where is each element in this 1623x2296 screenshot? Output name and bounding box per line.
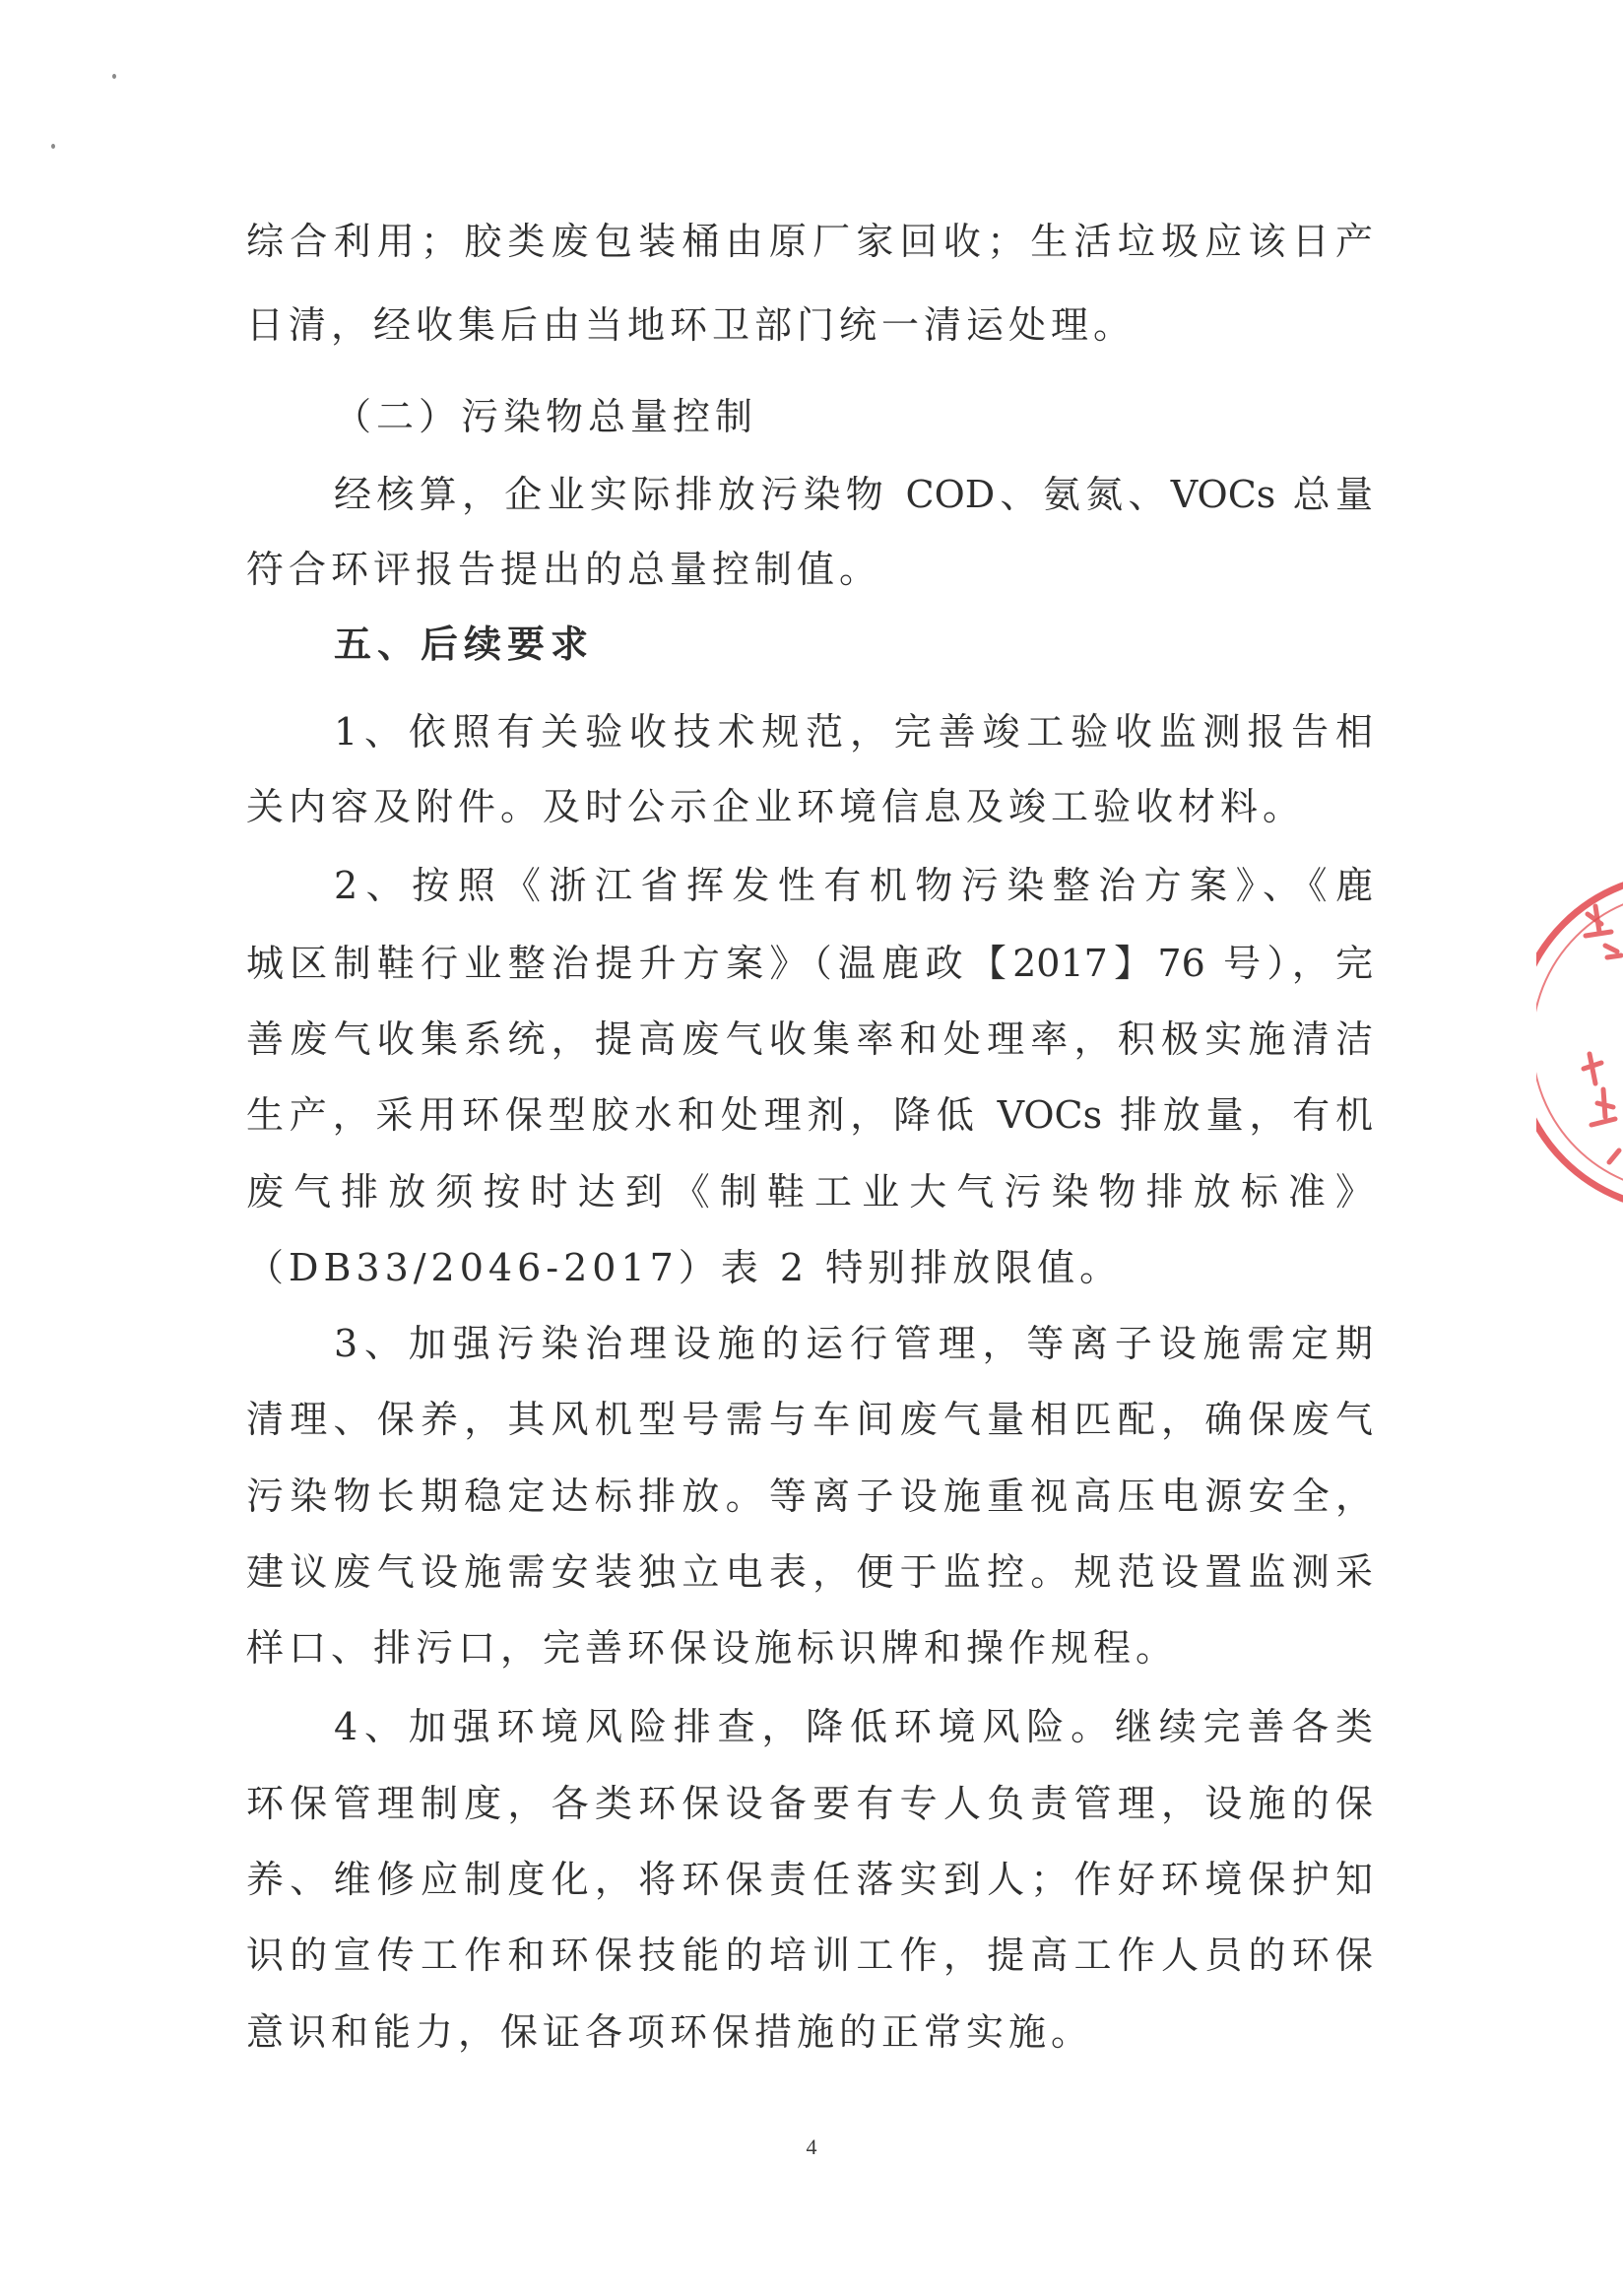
list-item-line: 城区制鞋行业整治提升方案》（温鹿政【2017】76 号），完 bbox=[246, 942, 1373, 985]
list-item-line: 4、加强环境风险排查，降低环境风险。继续完善各类 bbox=[334, 1705, 1373, 1748]
list-item-line: 建议废气设施需安装独立电表，便于监控。规范设置监测采 bbox=[246, 1550, 1373, 1594]
list-item-line: 1、依照有关验收技术规范，完善竣工验收监测报告相 bbox=[334, 710, 1373, 754]
scan-speck bbox=[51, 144, 55, 149]
paragraph-line: 日清，经收集后由当地环卫部门统一清运处理。 bbox=[246, 303, 1136, 347]
list-item-line: 意识和能力，保证各项环保措施的正常实施。 bbox=[246, 2010, 1094, 2054]
list-item-line: 养、维修应制度化，将环保责任落实到人；作好环境保护知 bbox=[246, 1858, 1373, 1901]
paragraph-line: 综合利用；胶类废包装桶由原厂家回收；生活垃圾应该日产 bbox=[246, 220, 1373, 263]
list-item-line: 3、加强污染治理设施的运行管理，等离子设施需定期 bbox=[334, 1322, 1373, 1365]
paragraph-line: 经核算，企业实际排放污染物 COD、氨氮、VOCs 总量 bbox=[334, 473, 1373, 516]
page-number: 4 bbox=[806, 2134, 817, 2159]
list-item-line: 环保管理制度，各类环保设备要有专人负责管理，设施的保 bbox=[246, 1782, 1373, 1825]
section-subheading: （二）污染物总量控制 bbox=[334, 395, 758, 438]
list-item-line: 善废气收集系统，提高废气收集率和处理率，积极实施清洁 bbox=[246, 1017, 1373, 1061]
list-item-line: 识的宣传工作和环保技能的培训工作，提高工作人员的环保 bbox=[246, 1934, 1373, 1977]
list-item-line: （DB33/2046-2017）表 2 特别排放限值。 bbox=[246, 1246, 1123, 1289]
red-seal-stamp-icon bbox=[1536, 867, 1623, 1221]
paragraph-line: 符合环评报告提出的总量控制值。 bbox=[246, 548, 882, 591]
list-item-line: 样口、排污口，完善环保设施标识牌和操作规程。 bbox=[246, 1626, 1179, 1670]
list-item-line: 关内容及附件。及时公示企业环境信息及竣工验收材料。 bbox=[246, 785, 1306, 828]
list-item-line: 生产，采用环保型胶水和处理剂，降低 VOCs 排放量，有机 bbox=[246, 1093, 1373, 1137]
list-item-line: 清理、保养，其风机型号需与车间废气量相匹配，确保废气 bbox=[246, 1398, 1373, 1441]
list-item-line: 2、按照《浙江省挥发性有机物污染整治方案》、《鹿 bbox=[334, 864, 1373, 907]
list-item-line: 废气排放须按时达到《制鞋工业大气污染物排放标准》 bbox=[246, 1170, 1373, 1214]
section-heading: 五、后续要求 bbox=[334, 623, 595, 666]
scan-speck bbox=[112, 74, 116, 79]
list-item-line: 污染物长期稳定达标排放。等离子设施重视高压电源安全， bbox=[246, 1475, 1373, 1518]
